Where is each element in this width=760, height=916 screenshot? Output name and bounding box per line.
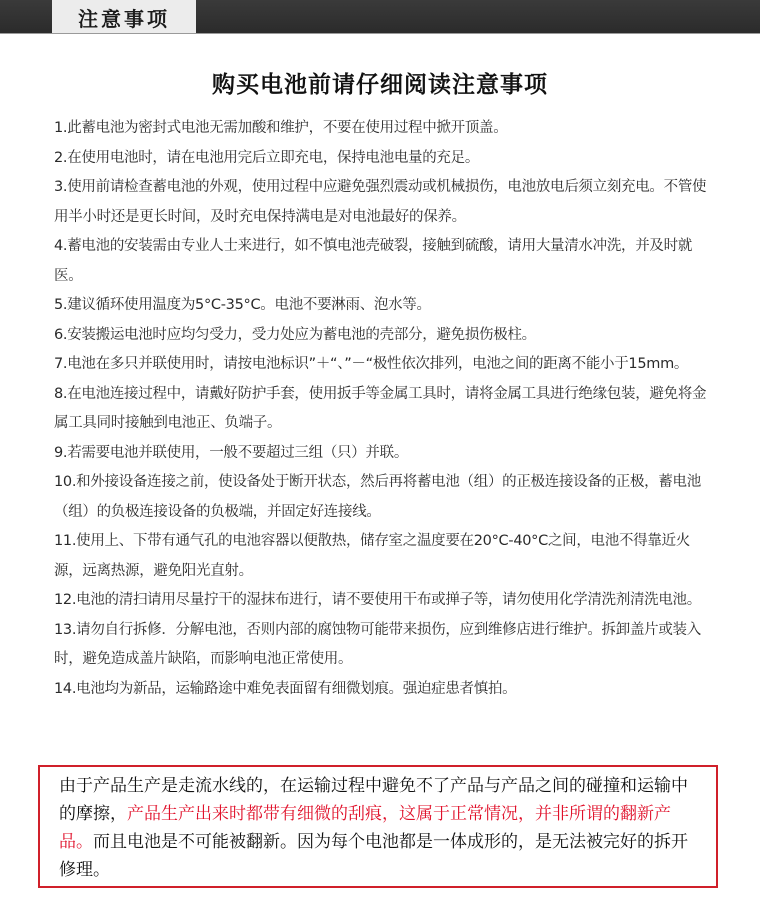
- notice-item-6: 6.安装搬运电池时应均匀受力，受力处应为蓄电池的壳部分，避免损伤极柱。: [54, 326, 536, 343]
- notice-item-8: 8.在电池连接过程中，请戴好防护手套，使用扳手等金属工具时，请将金属工具进行绝缘包装，避免将金属工具同时接触到电池正、负端子。: [54, 385, 707, 431]
- notice-item-9: 9.若需要电池并联使用，一般不要超过三组（只）并联。: [54, 444, 409, 461]
- header-tab-label: 注意事项: [78, 7, 170, 31]
- notice-list: [54, 114, 714, 704]
- notice-item-7: 7.电池在多只并联使用时，请按电池标识”＋“、”－“极性依次排列，电池之间的距离不能小于15mm。: [54, 356, 689, 372]
- warning-box: [38, 765, 718, 888]
- header-divider: [0, 33, 760, 34]
- notice-item-5: 5.建议循环使用温度为5°C-35°C。电池不要淋雨、泡水等。: [54, 297, 431, 313]
- notice-item-14: 14.电池均为新品，运输路途中难免表面留有细微划痕。强迫症患者慎拍。: [54, 680, 517, 697]
- notice-item-1: 1.此蓄电池为密封式电池无需加酸和维护，不要在使用过程中掀开顶盖。: [54, 120, 508, 136]
- notice-item-10: 10.和外接设备连接之前，使设备处于断开状态，然后再将蓄电池（组）的正极连接设备的正极，蓄电池（组）的负极连接设备的负极端，并固定好连接线。: [54, 474, 701, 520]
- warning-text-highlight: 产品生产出来时都带有细微的刮痕，这属于正常情况，并非所谓的翻新产品。: [59, 804, 671, 852]
- page-title: 购买电池前请仔细阅读注意事项: [212, 72, 548, 98]
- notice-item-3: 3.使用前请检查蓄电池的外观，使用过程中应避免强烈震动或机械损伤，电池放电后须立刻充电。不管使用半小时还是更长时间，及时充电保持满电是对电池最好的保养。: [54, 179, 707, 225]
- warning-text-part1: 由于产品生产是走流水线的，在运输过程中避免不了产品与产品之间的碰撞和运输中的摩擦，: [59, 776, 688, 824]
- notice-item-13: 13.请勿自行拆修．分解电池，否则内部的腐蚀物可能带来损伤，应到维修店进行维护。拆卸盖片或装入时，避免造成盖片缺陷，而影响电池正常使用。: [54, 621, 701, 667]
- header-tab: [52, 0, 196, 33]
- warning-text-part3: 而且电池是不可能被翻新。因为每个电池都是一体成形的，是无法被完好的拆开修理。: [59, 832, 688, 880]
- notice-item-2: 2.在使用电池时，请在电池用完后立即充电，保持电池电量的充足。: [54, 149, 480, 166]
- notice-item-12: 12.电池的清扫请用尽量拧干的湿抹布进行，请不要使用干布或掸子等，请勿使用化学清洗剂清洗电池。: [54, 592, 701, 608]
- notice-item-11: 11.使用上、下带有通气孔的电池容器以便散热，储存室之温度要在20°C-40°C之间，电池不得靠近火源，远离热源，避免阳光直射。: [54, 533, 690, 579]
- notice-item-4: 4.蓄电池的安装需由专业人士来进行，如不慎电池壳破裂，接触到硫酸，请用大量清水冲洗，并及时就医。: [54, 238, 693, 284]
